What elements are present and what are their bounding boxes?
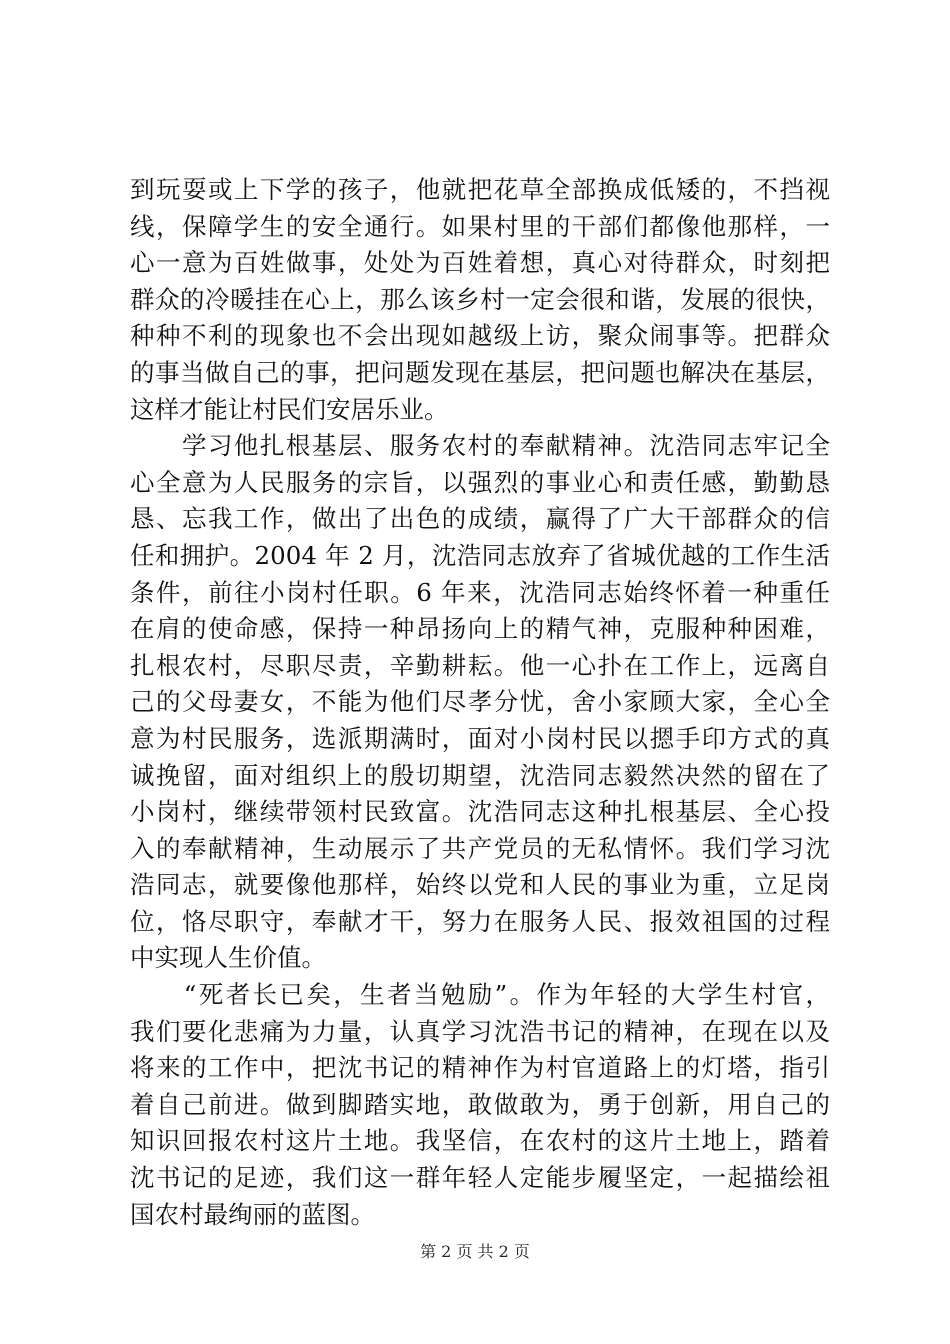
text-line: 扎根农村，尽职尽责，辛勤耕耘。他一心扑在工作上，远离自 xyxy=(130,650,830,680)
text-line: 诚挽留，面对组织上的殷切期望，沈浩同志毅然决然的留在了 xyxy=(130,760,830,790)
text-line: 己的父母妻女，不能为他们尽孝分忧，舍小家顾大家，全心全 xyxy=(130,687,830,717)
text-line: 知识回报农村这片土地。我坚信，在农村的这片土地上，踏着 xyxy=(130,1126,830,1156)
text-line: 我们要化悲痛为力量，认真学习沈浩书记的精神，在现在以及 xyxy=(130,1016,830,1046)
page-footer: 第 2 页 共 2 页 xyxy=(420,1242,530,1261)
text-line: 任和拥护。2004 年 2 月，沈浩同志放弃了省城优越的工作生活 xyxy=(130,540,830,570)
text-line: 学习他扎根基层、服务农村的奉献精神。沈浩同志牢记全 xyxy=(130,431,830,461)
text-line: 心一意为百姓做事，处处为百姓着想，真心对待群众，时刻把 xyxy=(130,248,830,278)
text-line: 条件，前往小岗村任职。6 年来，沈浩同志始终怀着一种重任 xyxy=(130,577,830,607)
text-line: 浩同志，就要像他那样，始终以党和人民的事业为重，立足岗 xyxy=(130,870,830,900)
text-line: 着自己前进。做到脚踏实地，敢做敢为，勇于创新，用自己的 xyxy=(130,1089,830,1119)
text-line: 中实现人生价值。 xyxy=(130,943,326,973)
text-line: 将来的工作中，把沈书记的精神作为村官道路上的灯塔，指引 xyxy=(130,1053,830,1083)
text-line: 国农村最绚丽的蓝图。 xyxy=(130,1199,375,1229)
body-text xyxy=(130,172,830,1233)
text-line: 心全意为人民服务的宗旨，以强烈的事业心和责任感，勤勤恳 xyxy=(130,467,830,497)
text-line: 沈书记的足迹，我们这一群年轻人定能步履坚定，一起描绘祖 xyxy=(130,1163,830,1193)
text-line: 入的奉献精神，生动展示了共产党员的无私情怀。我们学习沈 xyxy=(130,833,830,863)
text-line: 到玩耍或上下学的孩子，他就把花草全部换成低矮的，不挡视 xyxy=(130,175,830,204)
text-line: “死者长已矣，生者当勉励”。作为年轻的大学生村官， xyxy=(130,980,830,1010)
text-line: 位，恪尽职守，奉献才干，努力在服务人民、报效祖国的过程 xyxy=(130,906,830,936)
text-line: 在肩的使命感，保持一种昂扬向上的精气神，克服种种困难， xyxy=(130,614,830,644)
text-line: 小岗村，继续带领村民致富。沈浩同志这种扎根基层、全心投 xyxy=(130,797,830,827)
text-line: 线，保障学生的安全通行。如果村里的干部们都像他那样，一 xyxy=(130,211,830,241)
text-line: 这样才能让村民们安居乐业。 xyxy=(130,394,449,424)
text-line: 意为村民服务，选派期满时，面对小岗村民以摁手印方式的真 xyxy=(130,723,830,753)
text-line: 种种不利的现象也不会出现如越级上访，聚众闹事等。把群众 xyxy=(130,321,830,351)
text-line: 恳、忘我工作，做出了出色的成绩，赢得了广大干部群众的信 xyxy=(130,504,830,534)
text-line: 群众的冷暖挂在心上，那么该乡村一定会很和谐，发展的很快， xyxy=(130,284,830,314)
text-line: 的事当做自己的事，把问题发现在基层，把问题也解决在基层， xyxy=(130,357,830,387)
